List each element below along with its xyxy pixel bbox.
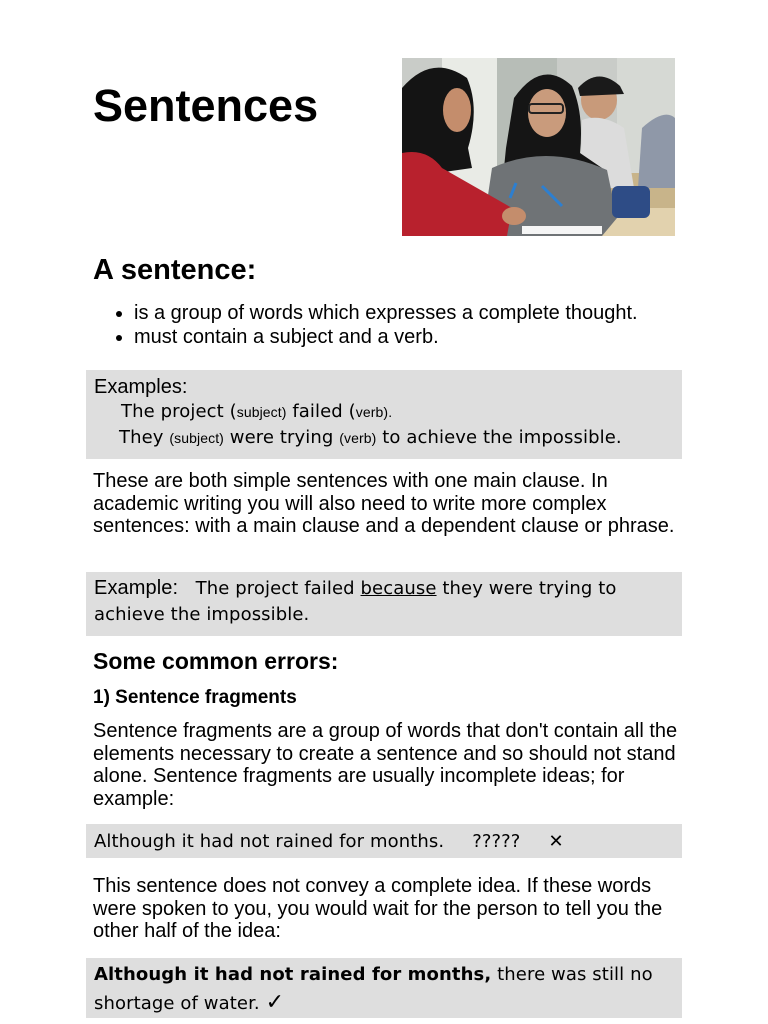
example-text: The project failed: [195, 578, 361, 599]
example-text: They: [119, 427, 170, 448]
question-marks: ?????: [472, 831, 521, 852]
examples-box: [86, 370, 682, 459]
fragment-text: Although it had not rained for months.: [94, 831, 445, 852]
fragment-example-box: [86, 824, 682, 858]
fragments-heading: 1) Sentence fragments: [93, 687, 297, 708]
check-icon: ✓: [265, 990, 285, 1015]
underlined-conjunction: because: [360, 578, 437, 599]
students-photo: [402, 58, 675, 236]
corrected-example-box: [86, 958, 682, 1018]
complex-example: [94, 575, 674, 628]
paragraph-incomplete-idea: This sentence does not convey a complete idea. If these words were spoken to you, you would wait for the person to tell you the other half of the idea:: [93, 875, 663, 942]
verb-tag: verb).: [355, 404, 393, 420]
fragment-example: [94, 831, 564, 852]
paragraph-fragments: Sentence fragments are a group of words that don't contain all the elements necessary to create a sentence and so should not stand alone. Sentence fragments are usually incomplete ideas; for example:: [93, 720, 678, 810]
example-text: there was still no shortage of water.: [94, 964, 653, 1014]
example-label: Example:: [94, 577, 179, 599]
cross-icon: ✕: [548, 831, 564, 852]
verb-tag: (verb): [339, 430, 377, 446]
subject-tag: (subject): [169, 430, 224, 446]
example-text: to achieve the impossible.: [376, 427, 622, 448]
example-text: they were trying to achieve the impossible.: [94, 578, 617, 625]
list-item: • is a group of words which expresses a complete thought.: [134, 301, 638, 325]
example-text: The project (: [121, 401, 237, 422]
example-text: failed (: [286, 401, 356, 422]
complex-example-box: [86, 572, 682, 636]
bold-clause: Although it had not rained for months,: [94, 964, 492, 985]
corrected-example: [94, 961, 679, 1018]
example-line-1: [121, 401, 392, 422]
list-item: • must contain a subject and a verb.: [134, 325, 638, 349]
paragraph-simple-sentences: These are both simple sentences with one main clause. In academic writing you will also need to write more complex sentences: with a main clause and a dependent clause or phrase.: [93, 470, 675, 537]
section-heading: A sentence:: [93, 254, 257, 286]
examples-label: Examples:: [94, 376, 188, 398]
errors-heading: Some common errors:: [93, 648, 339, 674]
example-line-2: [119, 427, 622, 448]
definition-list: [93, 301, 638, 349]
subject-tag: subject): [236, 404, 287, 420]
page-title: Sentences: [93, 80, 319, 131]
example-text: were trying: [223, 427, 340, 448]
